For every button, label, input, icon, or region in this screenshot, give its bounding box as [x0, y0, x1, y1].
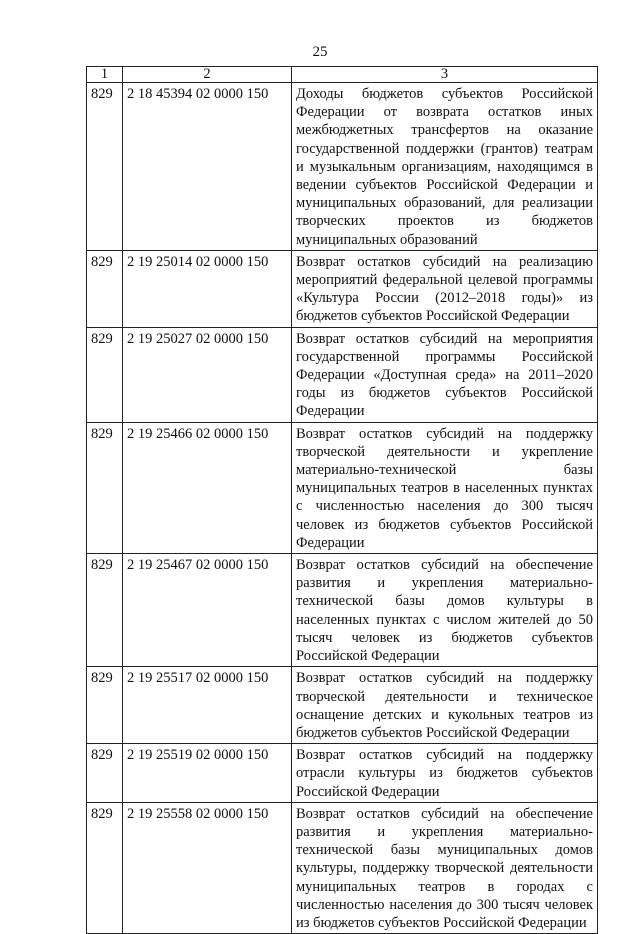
budget-classification-code-cell: 2 19 25517 02 0000 150 — [123, 667, 292, 744]
description-cell: Возврат остатков субсидий на обеспечение развития и укрепления материально-технической базы домов культуры в населенных пунктах с числом жителей до 50 тысяч человек из бюджетов субъектов Российской Федерации — [292, 554, 598, 667]
table-row — [87, 667, 598, 744]
column-header-1: 1 — [87, 67, 123, 83]
table-row — [87, 422, 598, 553]
admin-code-cell: 829 — [87, 744, 123, 803]
table-row — [87, 744, 598, 803]
budget-classification-code-cell: 2 19 25467 02 0000 150 — [123, 554, 292, 667]
admin-code-cell: 829 — [87, 802, 123, 933]
description-cell: Возврат остатков субсидий на мероприятия государственной программы Российской Федерации «Доступная среда» на 2011–2020 годы из бюджетов субъектов Российской Федерации — [292, 327, 598, 422]
description-cell: Возврат остатков субсидий на обеспечение развития и укрепления материально-технической базы муниципальных домов культуры, поддержку творческой деятельности муниципальных театров в городах с численностью населения до 300 тысяч человек из бюджетов субъектов Российской Федерации — [292, 802, 598, 933]
budget-classification-code-cell: 2 19 25014 02 0000 150 — [123, 250, 292, 327]
admin-code-cell: 829 — [87, 422, 123, 553]
budget-codes-table — [86, 66, 598, 934]
description-cell: Возврат остатков субсидий на поддержку творческой деятельности и техническое оснащение детских и кукольных театров из бюджетов субъектов Российской Федерации — [292, 667, 598, 744]
table-header-row — [87, 67, 598, 83]
table-row — [87, 327, 598, 422]
admin-code-cell: 829 — [87, 250, 123, 327]
table-row — [87, 802, 598, 933]
budget-classification-code-cell: 2 18 45394 02 0000 150 — [123, 83, 292, 251]
description-cell: Возврат остатков субсидий на поддержку отрасли культуры из бюджетов субъектов Российской Федерации — [292, 744, 598, 803]
table-row — [87, 83, 598, 251]
column-header-3: 3 — [292, 67, 598, 83]
description-cell: Доходы бюджетов субъектов Российской Федерации от возврата остатков иных межбюджетных трансфертов на оказание государственной поддержки (грантов) театрам и музыкальным организациям, находящимся в ведении субъектов Российской Федерации и муниципальных образований, для реализации творческих проектов из бюджетов муниципальных образований — [292, 83, 598, 251]
budget-classification-code-cell: 2 19 25519 02 0000 150 — [123, 744, 292, 803]
description-cell: Возврат остатков субсидий на поддержку творческой деятельности и укрепление материально-технической базы муниципальных театров в населенных пунктах с численностью населения до 300 тысяч человек из бюджетов субъектов Российской Федерации — [292, 422, 598, 553]
table-row — [87, 250, 598, 327]
budget-classification-code-cell: 2 19 25466 02 0000 150 — [123, 422, 292, 553]
description-cell: Возврат остатков субсидий на реализацию мероприятий федеральной целевой программы «Культура России (2012–2018 годы)» из бюджетов субъектов Российской Федерации — [292, 250, 598, 327]
page-number: 25 — [312, 44, 328, 60]
budget-classification-code-cell: 2 19 25558 02 0000 150 — [123, 802, 292, 933]
admin-code-cell: 829 — [87, 554, 123, 667]
budget-classification-code-cell: 2 19 25027 02 0000 150 — [123, 327, 292, 422]
table-row — [87, 554, 598, 667]
admin-code-cell: 829 — [87, 327, 123, 422]
admin-code-cell: 829 — [87, 667, 123, 744]
column-header-2: 2 — [123, 67, 292, 83]
admin-code-cell: 829 — [87, 83, 123, 251]
